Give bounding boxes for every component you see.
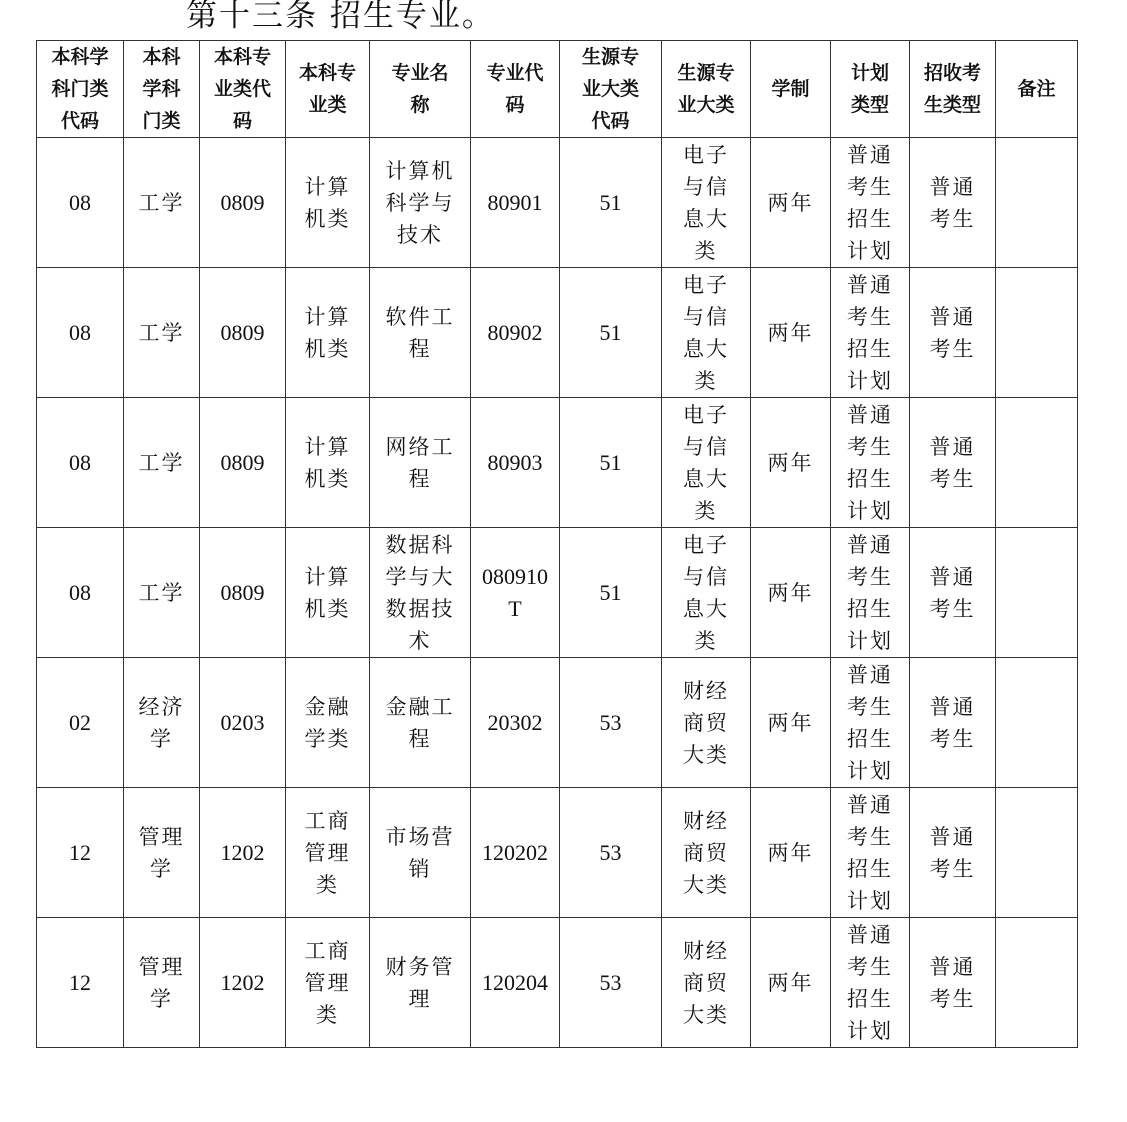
header-label: 本科专业类代码 xyxy=(213,46,271,132)
cell-plan-type-text: 普通考生招生计划 xyxy=(847,402,893,523)
cell-class-code-text: 0203 xyxy=(220,709,265,735)
cell-remarks xyxy=(996,138,1078,268)
cell-discipline-code xyxy=(37,528,124,658)
cell-source-category xyxy=(662,658,751,788)
cell-student-type xyxy=(910,268,996,398)
cell-discipline-code-text: 08 xyxy=(69,449,91,475)
cell-class-name xyxy=(286,658,370,788)
cell-discipline-code xyxy=(37,788,124,918)
cell-major-code-text: 80903 xyxy=(487,449,543,475)
cell-discipline xyxy=(124,138,200,268)
cell-class-code xyxy=(200,658,286,788)
cell-source-code xyxy=(560,528,662,658)
cell-discipline-code-text: 12 xyxy=(69,839,91,865)
cell-source-category-text: 财经商贸大类 xyxy=(683,938,729,1027)
cell-duration xyxy=(751,918,831,1048)
cell-student-type-text: 普通考生 xyxy=(929,694,976,751)
header-label: 专业代码 xyxy=(486,62,544,116)
cell-major-code xyxy=(471,398,560,528)
cell-class-name xyxy=(286,398,370,528)
cell-student-type-text: 普通考生 xyxy=(929,304,976,361)
cell-class-name xyxy=(286,528,370,658)
cell-discipline-code xyxy=(37,268,124,398)
table-row xyxy=(37,138,1078,268)
table-row xyxy=(37,918,1078,1048)
cell-discipline xyxy=(124,788,200,918)
cell-source-code-text: 51 xyxy=(599,449,622,475)
cell-student-type xyxy=(910,138,996,268)
cell-duration-text: 两年 xyxy=(767,840,814,865)
header-discipline xyxy=(124,41,200,138)
cell-plan-type-text: 普通考生招生计划 xyxy=(847,272,893,393)
cell-major-name xyxy=(370,268,471,398)
cell-major-name xyxy=(370,398,471,528)
cell-class-name-text: 计算机类 xyxy=(304,564,351,621)
cell-major-code-text: 80901 xyxy=(487,189,543,215)
cell-class-name-text: 工商管理类 xyxy=(304,808,351,897)
cell-source-code xyxy=(560,138,662,268)
cell-remarks xyxy=(996,528,1078,658)
cell-duration xyxy=(751,268,831,398)
cell-discipline-code-text: 08 xyxy=(69,579,91,605)
header-plan-type xyxy=(831,41,910,138)
header-student-type xyxy=(910,41,996,138)
cell-discipline-code-text: 08 xyxy=(69,189,91,215)
cell-discipline-text: 工学 xyxy=(138,320,185,345)
header-discipline-code xyxy=(37,41,124,138)
cell-discipline-text: 工学 xyxy=(138,450,185,475)
header-label: 生源专业大类 xyxy=(677,62,735,116)
table-row xyxy=(37,398,1078,528)
cell-duration-text: 两年 xyxy=(767,970,814,995)
cell-source-code-text: 51 xyxy=(599,189,622,215)
cell-duration-text: 两年 xyxy=(767,320,814,345)
cell-discipline-code-text: 08 xyxy=(69,319,91,345)
cell-source-category xyxy=(662,788,751,918)
cell-discipline-code xyxy=(37,918,124,1048)
cell-student-type-text: 普通考生 xyxy=(929,954,976,1011)
cell-source-code xyxy=(560,788,662,918)
table-header xyxy=(37,41,1078,138)
cell-duration xyxy=(751,788,831,918)
cell-discipline-text: 管理学 xyxy=(138,954,185,1011)
cell-student-type-text: 普通考生 xyxy=(929,174,976,231)
cell-plan-type xyxy=(831,398,910,528)
cell-class-code xyxy=(200,918,286,1048)
cell-student-type-text: 普通考生 xyxy=(929,564,976,621)
cell-class-code xyxy=(200,398,286,528)
cell-class-name-text: 计算机类 xyxy=(304,174,351,231)
header-row xyxy=(37,41,1078,138)
cell-student-type-text: 普通考生 xyxy=(929,434,976,491)
cell-plan-type-text: 普通考生招生计划 xyxy=(847,532,893,653)
cell-source-category xyxy=(662,528,751,658)
header-label: 专业名称 xyxy=(391,62,449,116)
cell-source-code-text: 53 xyxy=(599,969,622,995)
cell-source-category-text: 财经商贸大类 xyxy=(683,678,729,767)
cell-plan-type-text: 普通考生招生计划 xyxy=(847,792,893,913)
cell-major-code xyxy=(471,918,560,1048)
header-label: 计划类型 xyxy=(850,62,889,116)
cell-plan-type-text: 普通考生招生计划 xyxy=(847,662,893,783)
cell-class-code xyxy=(200,528,286,658)
cell-duration xyxy=(751,138,831,268)
cell-major-name-text: 财务管理 xyxy=(385,954,455,1011)
cell-major-name-text: 金融工程 xyxy=(385,694,455,751)
cell-discipline-text: 管理学 xyxy=(138,824,185,881)
cell-source-category-text: 电子与信息大类 xyxy=(683,272,729,393)
cell-duration-text: 两年 xyxy=(767,580,814,605)
cell-plan-type-text: 普通考生招生计划 xyxy=(847,142,893,263)
cell-discipline xyxy=(124,918,200,1048)
header-source-category xyxy=(662,41,751,138)
cell-discipline-text: 经济学 xyxy=(138,694,185,751)
cell-major-code xyxy=(471,658,560,788)
table-row xyxy=(37,528,1078,658)
cell-class-code-text: 0809 xyxy=(220,319,265,345)
cell-source-category-text: 财经商贸大类 xyxy=(683,808,729,897)
header-duration xyxy=(751,41,831,138)
cell-major-code xyxy=(471,268,560,398)
cell-student-type xyxy=(910,398,996,528)
cell-major-name xyxy=(370,788,471,918)
cell-source-code-text: 51 xyxy=(599,579,622,605)
cell-class-name-text: 金融学类 xyxy=(304,694,351,751)
header-label: 备注 xyxy=(1017,78,1056,100)
header-major-name xyxy=(370,41,471,138)
cell-source-category xyxy=(662,268,751,398)
cell-major-code xyxy=(471,788,560,918)
cell-class-name xyxy=(286,788,370,918)
cell-class-code xyxy=(200,788,286,918)
cell-discipline-code xyxy=(37,138,124,268)
cell-discipline-text: 工学 xyxy=(138,580,185,605)
cell-major-code xyxy=(471,528,560,658)
cell-plan-type xyxy=(831,918,910,1048)
cell-duration xyxy=(751,398,831,528)
cell-plan-type xyxy=(831,138,910,268)
cell-discipline-code xyxy=(37,658,124,788)
header-label: 本科学科门类代码 xyxy=(51,46,109,132)
cell-class-name-text: 工商管理类 xyxy=(304,938,351,1027)
cell-major-name-text: 计算机科学与技术 xyxy=(385,158,455,247)
header-class-code xyxy=(200,41,286,138)
cell-class-name xyxy=(286,268,370,398)
cell-source-code xyxy=(560,658,662,788)
table-row xyxy=(37,658,1078,788)
cell-class-code xyxy=(200,138,286,268)
cell-student-type-text: 普通考生 xyxy=(929,824,976,881)
cell-source-code-text: 53 xyxy=(599,709,622,735)
cell-duration-text: 两年 xyxy=(767,710,814,735)
cell-source-category xyxy=(662,138,751,268)
cell-major-code-text: 120202 xyxy=(482,839,548,865)
cell-class-code-text: 1202 xyxy=(220,969,265,995)
cell-discipline xyxy=(124,658,200,788)
header-label: 招收考生类型 xyxy=(923,62,981,116)
article-title: 第十三条 招生专业。 xyxy=(186,0,495,34)
cell-major-code-text: 80902 xyxy=(487,319,543,345)
header-label: 本科专业类 xyxy=(298,62,356,116)
cell-major-name xyxy=(370,658,471,788)
cell-student-type xyxy=(910,528,996,658)
cell-student-type xyxy=(910,788,996,918)
cell-discipline xyxy=(124,398,200,528)
cell-source-code-text: 51 xyxy=(599,319,622,345)
cell-major-name xyxy=(370,918,471,1048)
cell-plan-type xyxy=(831,528,910,658)
cell-major-name xyxy=(370,138,471,268)
cell-major-name xyxy=(370,528,471,658)
cell-discipline xyxy=(124,528,200,658)
enrollment-majors-table xyxy=(36,40,1078,1048)
cell-major-name-text: 市场营销 xyxy=(385,824,455,881)
cell-major-name-text: 网络工程 xyxy=(385,434,455,491)
cell-major-name-text: 数据科学与大数据技术 xyxy=(385,532,455,653)
header-class-name xyxy=(286,41,370,138)
header-remarks xyxy=(996,41,1078,138)
cell-class-code xyxy=(200,268,286,398)
cell-source-category-text: 电子与信息大类 xyxy=(683,532,729,653)
cell-class-name-text: 计算机类 xyxy=(304,434,351,491)
cell-major-code-text: 20302 xyxy=(487,709,543,735)
cell-discipline-code-text: 12 xyxy=(69,969,91,995)
cell-source-category xyxy=(662,398,751,528)
cell-source-category-text: 电子与信息大类 xyxy=(683,402,729,523)
cell-class-code-text: 1202 xyxy=(220,839,265,865)
table-row xyxy=(37,788,1078,918)
cell-source-code-text: 53 xyxy=(599,839,622,865)
cell-major-code-text: 080910T xyxy=(482,563,548,621)
cell-source-code xyxy=(560,268,662,398)
header-source-code xyxy=(560,41,662,138)
cell-source-category-text: 电子与信息大类 xyxy=(683,142,729,263)
cell-class-code-text: 0809 xyxy=(220,449,265,475)
cell-plan-type xyxy=(831,268,910,398)
cell-source-code xyxy=(560,398,662,528)
cell-class-name xyxy=(286,918,370,1048)
cell-class-name-text: 计算机类 xyxy=(304,304,351,361)
cell-remarks xyxy=(996,658,1078,788)
cell-plan-type-text: 普通考生招生计划 xyxy=(847,922,893,1043)
cell-student-type xyxy=(910,658,996,788)
cell-major-code-text: 120204 xyxy=(482,969,548,995)
cell-duration xyxy=(751,528,831,658)
header-label: 生源专业大类代码 xyxy=(581,46,639,132)
cell-class-code-text: 0809 xyxy=(220,579,265,605)
cell-source-category xyxy=(662,918,751,1048)
cell-duration-text: 两年 xyxy=(767,190,814,215)
cell-class-code-text: 0809 xyxy=(220,189,265,215)
cell-discipline-code-text: 02 xyxy=(69,709,91,735)
cell-source-code xyxy=(560,918,662,1048)
cell-discipline-code xyxy=(37,398,124,528)
table-row xyxy=(37,268,1078,398)
cell-major-name-text: 软件工程 xyxy=(385,304,455,361)
cell-discipline-text: 工学 xyxy=(138,190,185,215)
cell-class-name xyxy=(286,138,370,268)
cell-student-type xyxy=(910,918,996,1048)
header-label: 本科学科门类 xyxy=(142,46,181,132)
cell-duration xyxy=(751,658,831,788)
cell-major-code xyxy=(471,138,560,268)
cell-remarks xyxy=(996,918,1078,1048)
cell-plan-type xyxy=(831,658,910,788)
cell-plan-type xyxy=(831,788,910,918)
table-body xyxy=(37,138,1078,1048)
cell-remarks xyxy=(996,268,1078,398)
header-major-code xyxy=(471,41,560,138)
header-label: 学制 xyxy=(771,78,810,100)
cell-duration-text: 两年 xyxy=(767,450,814,475)
cell-discipline xyxy=(124,268,200,398)
cell-remarks xyxy=(996,398,1078,528)
cell-remarks xyxy=(996,788,1078,918)
